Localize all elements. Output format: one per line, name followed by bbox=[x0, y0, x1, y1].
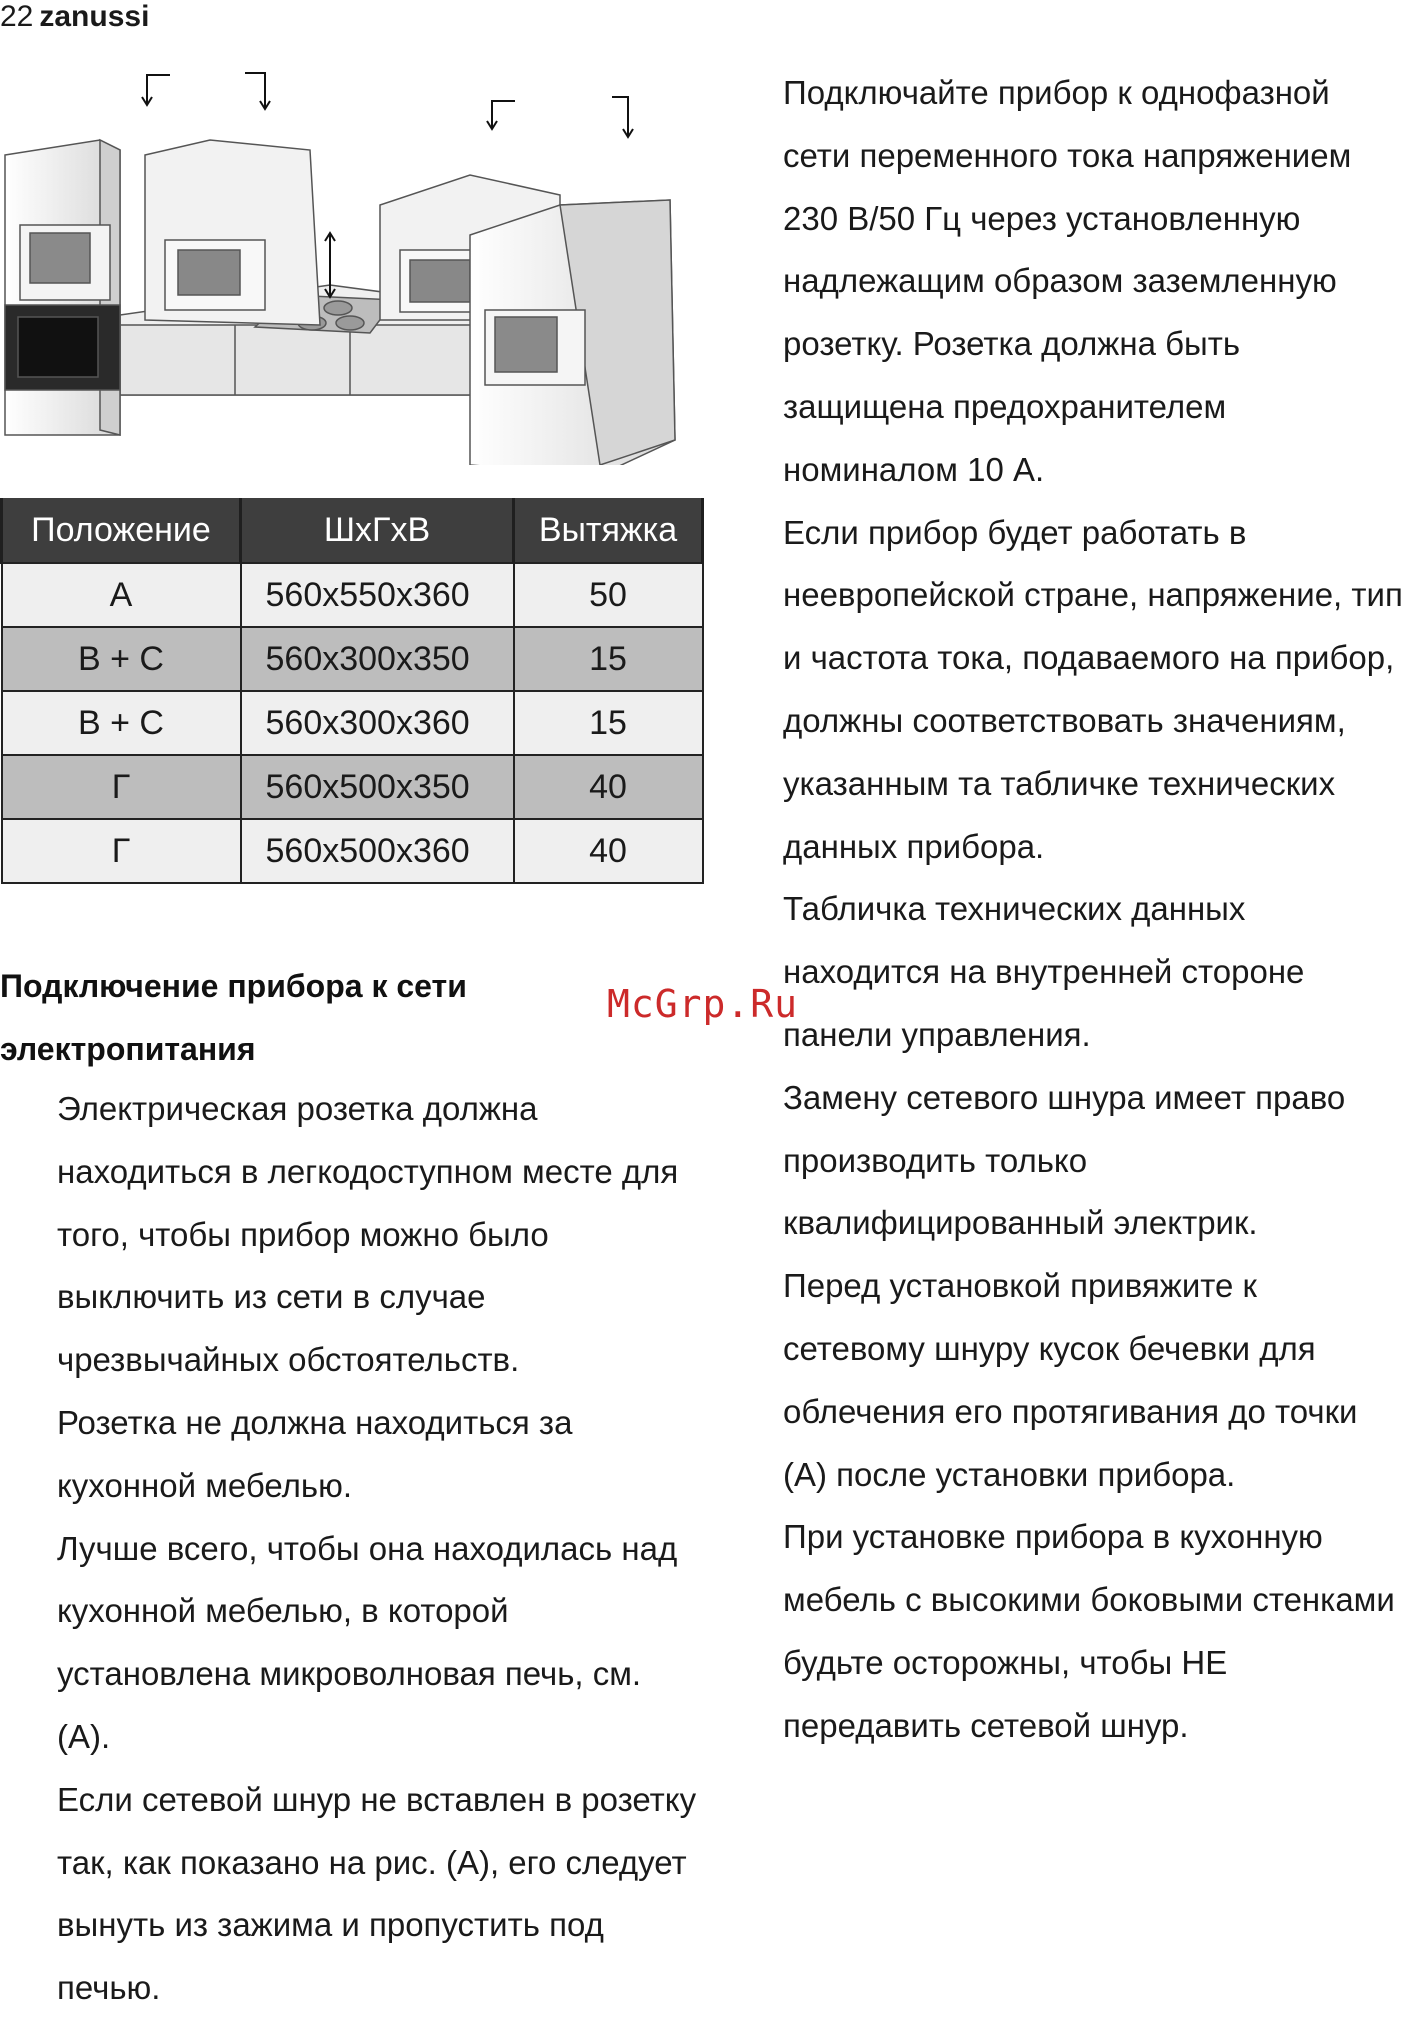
cell-position: Г bbox=[2, 755, 241, 819]
paragraph: Замену сетевого шнура имеет право производить только квалифицированный электрик. bbox=[783, 1078, 1346, 1242]
page-header bbox=[0, 0, 149, 34]
paragraph: Если сетевой шнур не вставлен в розетку так, как показано на рис. (А), его следует вынуть из зажима и пропустить под печью. bbox=[57, 1780, 697, 2007]
paragraph: При установке прибора в кухонную мебель с высокими боковыми стенками будьте осторожны, чтобы НЕ передавить сетевой шнур. bbox=[783, 1518, 1395, 1744]
specs-table bbox=[0, 498, 704, 884]
cell-dimensions: 560x500x350 bbox=[241, 755, 514, 819]
table-row bbox=[2, 563, 703, 627]
paragraph: Если прибор будет работать в неевропейской стране, напряжение, тип и частота тока, подаваемого на прибор, должны соответствовать значениям, указанным та табличке технических данных прибора. bbox=[783, 513, 1403, 865]
paragraph: Розетка не должна находиться за кухонной мебелью. bbox=[57, 1403, 573, 1504]
cell-extraction: 40 bbox=[514, 819, 703, 883]
cell-dimensions: 560x550x360 bbox=[241, 563, 514, 627]
table-row bbox=[2, 819, 703, 883]
table-header-row bbox=[2, 498, 703, 563]
cell-position: B + C bbox=[2, 627, 241, 691]
paragraph: Подключайте прибор к однофазной сети переменного тока напряжением 230 В/50 Гц через установленную надлежащим образом заземленную розетку. Розетка должна быть защищена предохранителем номиналом 10 А. bbox=[783, 74, 1352, 488]
paragraph: Лучше всего, чтобы она находилась над кухонной мебелью, в которой установлена микроволновая печь, см. (А). bbox=[57, 1529, 678, 1755]
table-row bbox=[2, 691, 703, 755]
cell-dimensions: 560x300x350 bbox=[241, 627, 514, 691]
cell-dimensions: 560x300x360 bbox=[241, 691, 514, 755]
cell-dimensions: 560x500x360 bbox=[241, 819, 514, 883]
table-row bbox=[2, 755, 703, 819]
table-row bbox=[2, 627, 703, 691]
brand-logo: zanussi bbox=[39, 0, 150, 33]
right-column-text bbox=[783, 62, 1403, 1758]
cell-extraction: 40 bbox=[514, 755, 703, 819]
left-column-text bbox=[57, 1078, 697, 2020]
page-number: 22 bbox=[0, 0, 34, 33]
paragraph: Перед установкой привяжите к сетевому шнуру кусок бечевки для облечения его протягивания до точки (А) после установки прибора. bbox=[783, 1267, 1358, 1493]
column-header-position: Положение bbox=[2, 498, 241, 563]
cell-position: A bbox=[2, 563, 241, 627]
paragraph: Электрическая розетка должна находиться в легкодоступном месте для того, чтобы прибор можно было выключить из сети в случае чрезвычайных обстоятельств. bbox=[57, 1090, 679, 1379]
kitchen-installation-illustration bbox=[0, 55, 700, 465]
column-header-dimensions: ШхГхВ bbox=[241, 498, 514, 563]
column-header-extraction: Вытяжка bbox=[514, 498, 703, 563]
watermark: McGrp.Ru bbox=[607, 982, 799, 1026]
cell-position: B + C bbox=[2, 691, 241, 755]
cell-extraction: 15 bbox=[514, 627, 703, 691]
cell-extraction: 15 bbox=[514, 691, 703, 755]
paragraph: Табличка технических данных находится на внутренней стороне панели управления. bbox=[783, 890, 1305, 1053]
cell-extraction: 50 bbox=[514, 563, 703, 627]
cell-position: Г bbox=[2, 819, 241, 883]
section-title: Подключение прибора к сети электропитания bbox=[0, 968, 467, 1067]
